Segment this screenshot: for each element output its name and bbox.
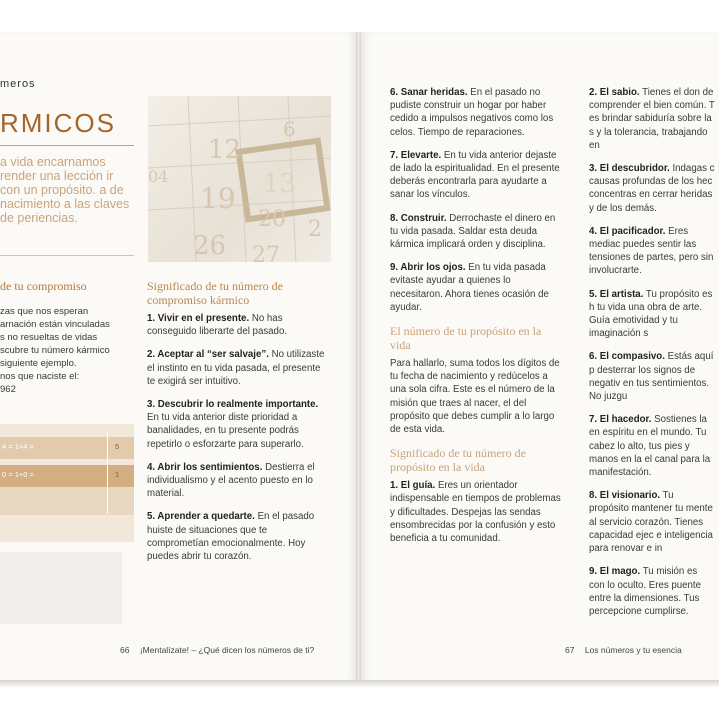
item-title: 2. Aceptar al “ser salvaje”.	[147, 349, 269, 361]
list-item	[390, 212, 562, 252]
item-title: 2. El sabio.	[589, 87, 640, 98]
list-item	[147, 398, 327, 451]
column-right-b	[589, 86, 715, 628]
item-text: Indagas c causas profundas de los hec concentras en cerrar heridas y de los demás.	[589, 163, 715, 214]
item-text: Eres un orientador indispensable en tiempos de problemas y dificultades. Despejas las sendas ensombrecidas por la confusión y esto beneficia a tu comunidad.	[390, 480, 561, 545]
calendar-number: 26	[193, 231, 227, 261]
item-title: 8. El visionario.	[589, 490, 661, 502]
item-title: 3. Descubrir lo realmente importante.	[147, 399, 319, 411]
left-body-line: s no resueltas de vidas	[0, 332, 98, 343]
page-shadow	[0, 680, 719, 688]
calc-row-number: 1	[115, 470, 120, 479]
list-item	[589, 413, 715, 479]
calendar-number: 27	[252, 243, 280, 262]
section-kicker: meros	[0, 78, 36, 90]
item-text: En el pasado huiste de situaciones que te comprometían emocionalmente. Hoy puedes abrir tu corazón.	[147, 511, 315, 563]
list-item	[589, 162, 715, 215]
item-text: Tu propósito mantener tu mente al servicio corazón. Tienes capacidad ejec e inteligencia para renovar e in	[589, 490, 713, 555]
list-item	[390, 479, 562, 545]
list-item	[147, 510, 327, 563]
item-title: 5. El artista.	[589, 288, 644, 300]
list-item	[390, 86, 562, 139]
item-title: 6. Sanar heridas.	[390, 87, 468, 98]
list-item	[589, 350, 715, 403]
meaning-heading: Significado de tu número de propósito en la vida	[390, 446, 526, 475]
item-title: 7. Elevarte.	[390, 149, 442, 161]
list-item	[147, 461, 327, 501]
calendar-number: 12	[208, 135, 242, 165]
left-body-line: zas que nos esperan	[0, 306, 89, 317]
item-text: Derrochaste el dinero en tu vida pasada. Saldar esta deuda kármica implicará orden y disciplina.	[390, 212, 556, 251]
calendar-number: 6	[283, 117, 296, 141]
list-item	[390, 149, 562, 202]
page-title: RMICOS	[0, 108, 116, 138]
item-text: Tienes el don de comprender el bien común. T es brindar sabiduría sobre la s y la tolerancia, trabajando en	[589, 87, 715, 151]
item-title: 5. Aprender a quedarte.	[147, 511, 255, 523]
item-text: Sostienes la en espíritu en el mundo. Tu cabez lo alto, tus pies y manos en la el canal para la manifestación.	[589, 414, 711, 479]
footer-right	[565, 645, 682, 655]
item-title: 9. Abrir los ojos.	[390, 262, 466, 274]
list-item	[589, 288, 715, 341]
left-body-line: arnación están vinculadas	[0, 319, 110, 330]
item-text: En tu vida anterior diste prioridad a banalidades, en tu presente podrás repetirlo o esforzarte para superarlo.	[147, 412, 304, 450]
item-text: Tu misión es con lo oculto. Eres puente entre la dimensiones. Tus percepcione cumplirse.	[589, 566, 702, 617]
left-body-line: siguiente ejemplo.	[0, 358, 77, 369]
column-right-a	[390, 86, 562, 555]
left-body-line: 962	[0, 384, 16, 395]
intro-text: a vida encarnamos render una lección ir con un propósito. a de nacimiento a las claves de periencias.	[0, 155, 130, 225]
item-text: Estás aquí p desterrar los signos de negativ en tus sentimientos. No juzgu	[589, 351, 714, 403]
calc-row-empty	[0, 487, 134, 515]
left-body-line: scubre tu número kármico	[0, 345, 110, 356]
calendar-illustration	[148, 96, 331, 262]
left-subheading: de tu compromiso	[0, 279, 87, 293]
item-title: 4. Abrir los sentimientos.	[147, 461, 263, 473]
calendar-number: 13	[263, 169, 297, 199]
calc-row-text: 0 = 1+0 =	[2, 470, 34, 479]
footer-left	[120, 645, 314, 655]
list-item	[589, 225, 715, 278]
item-title: 8. Construir.	[390, 212, 447, 224]
page-number: 66	[120, 645, 130, 655]
calendar-number: 2	[308, 217, 322, 242]
item-text: En tu vida pasada evitaste ayudar a quienes lo necesitaron. Ahora tienes ocasión de ayudar.	[390, 262, 549, 313]
calc-row-number: 5	[115, 442, 120, 451]
item-title: 4. El pacificador.	[589, 225, 666, 237]
calendar-photo	[148, 96, 331, 262]
list-item	[589, 489, 715, 555]
sidebar-box	[0, 552, 122, 624]
item-text: No utilizaste el instinto en tu vida pasada, el presente te exigirá ser intuitivo.	[147, 349, 325, 387]
item-text: En tu vida anterior dejaste de lado la espiritualidad. En el presente deberás encontrarla para ayudarte a sanar los vínculos.	[390, 149, 560, 201]
calendar-number: 20	[258, 207, 286, 232]
title-rule	[0, 145, 134, 146]
calc-row-text: 4 = 1+4 =	[2, 442, 34, 451]
item-title: 7. El hacedor.	[589, 414, 652, 426]
list-item	[147, 348, 327, 388]
item-text: Eres mediac puedes sentir las tensiones de partes, pero sin involucrarte.	[589, 225, 714, 277]
calendar-number: 04	[148, 167, 169, 186]
purpose-text: Para hallarlo, suma todos los dígitos de tu fecha de nacimiento y redúcelos a una sola cifra. Este es el número de la misión que traes al nacer, el del propósito que debes cumplir a lo largo de esta vida.	[390, 358, 560, 436]
book-gutter	[356, 32, 361, 684]
item-text: Tu propósito es h tu vida una obra de arte. Guía emotividad y tu imaginación s	[589, 288, 713, 340]
running-footer: ¡Mentalízate! – ¿Qué dicen los números de ti?	[139, 645, 315, 655]
calc-row	[0, 437, 134, 459]
list-item	[589, 86, 715, 152]
list-item	[589, 565, 715, 618]
page-number: 67	[565, 645, 575, 655]
calc-divider	[107, 432, 108, 514]
calc-row	[0, 465, 134, 487]
purpose-heading: El número de tu propósito en la vida	[390, 324, 542, 353]
list-item	[390, 261, 562, 314]
intro-rule	[0, 255, 134, 256]
item-title: 6. El compasivo.	[589, 351, 665, 363]
item-text: En el pasado no pudiste construir un hogar por haber cedido a impulsos negativos como los celos. Tiempo de reparaciones.	[390, 87, 554, 138]
item-title: 9. El mago.	[589, 566, 641, 578]
item-title: 3. El descubridor.	[589, 163, 670, 175]
running-footer: Los números y tu esencia	[584, 645, 682, 655]
column-karmic-meaning	[147, 279, 327, 573]
column-heading: Significado de tu número de compromiso kármico	[147, 279, 283, 307]
left-body-line: nos que naciste el:	[0, 371, 80, 382]
calendar-number: 19	[200, 182, 236, 215]
item-title: 1. El guía.	[390, 480, 436, 492]
item-text: No has conseguido liberarte del pasado.	[147, 313, 288, 338]
list-item	[147, 312, 327, 338]
item-title: 1. Vivir en el presente.	[147, 313, 250, 324]
left-body	[0, 305, 132, 396]
item-text: Destierra el individualismo y el acento puesto en lo material.	[147, 461, 315, 500]
